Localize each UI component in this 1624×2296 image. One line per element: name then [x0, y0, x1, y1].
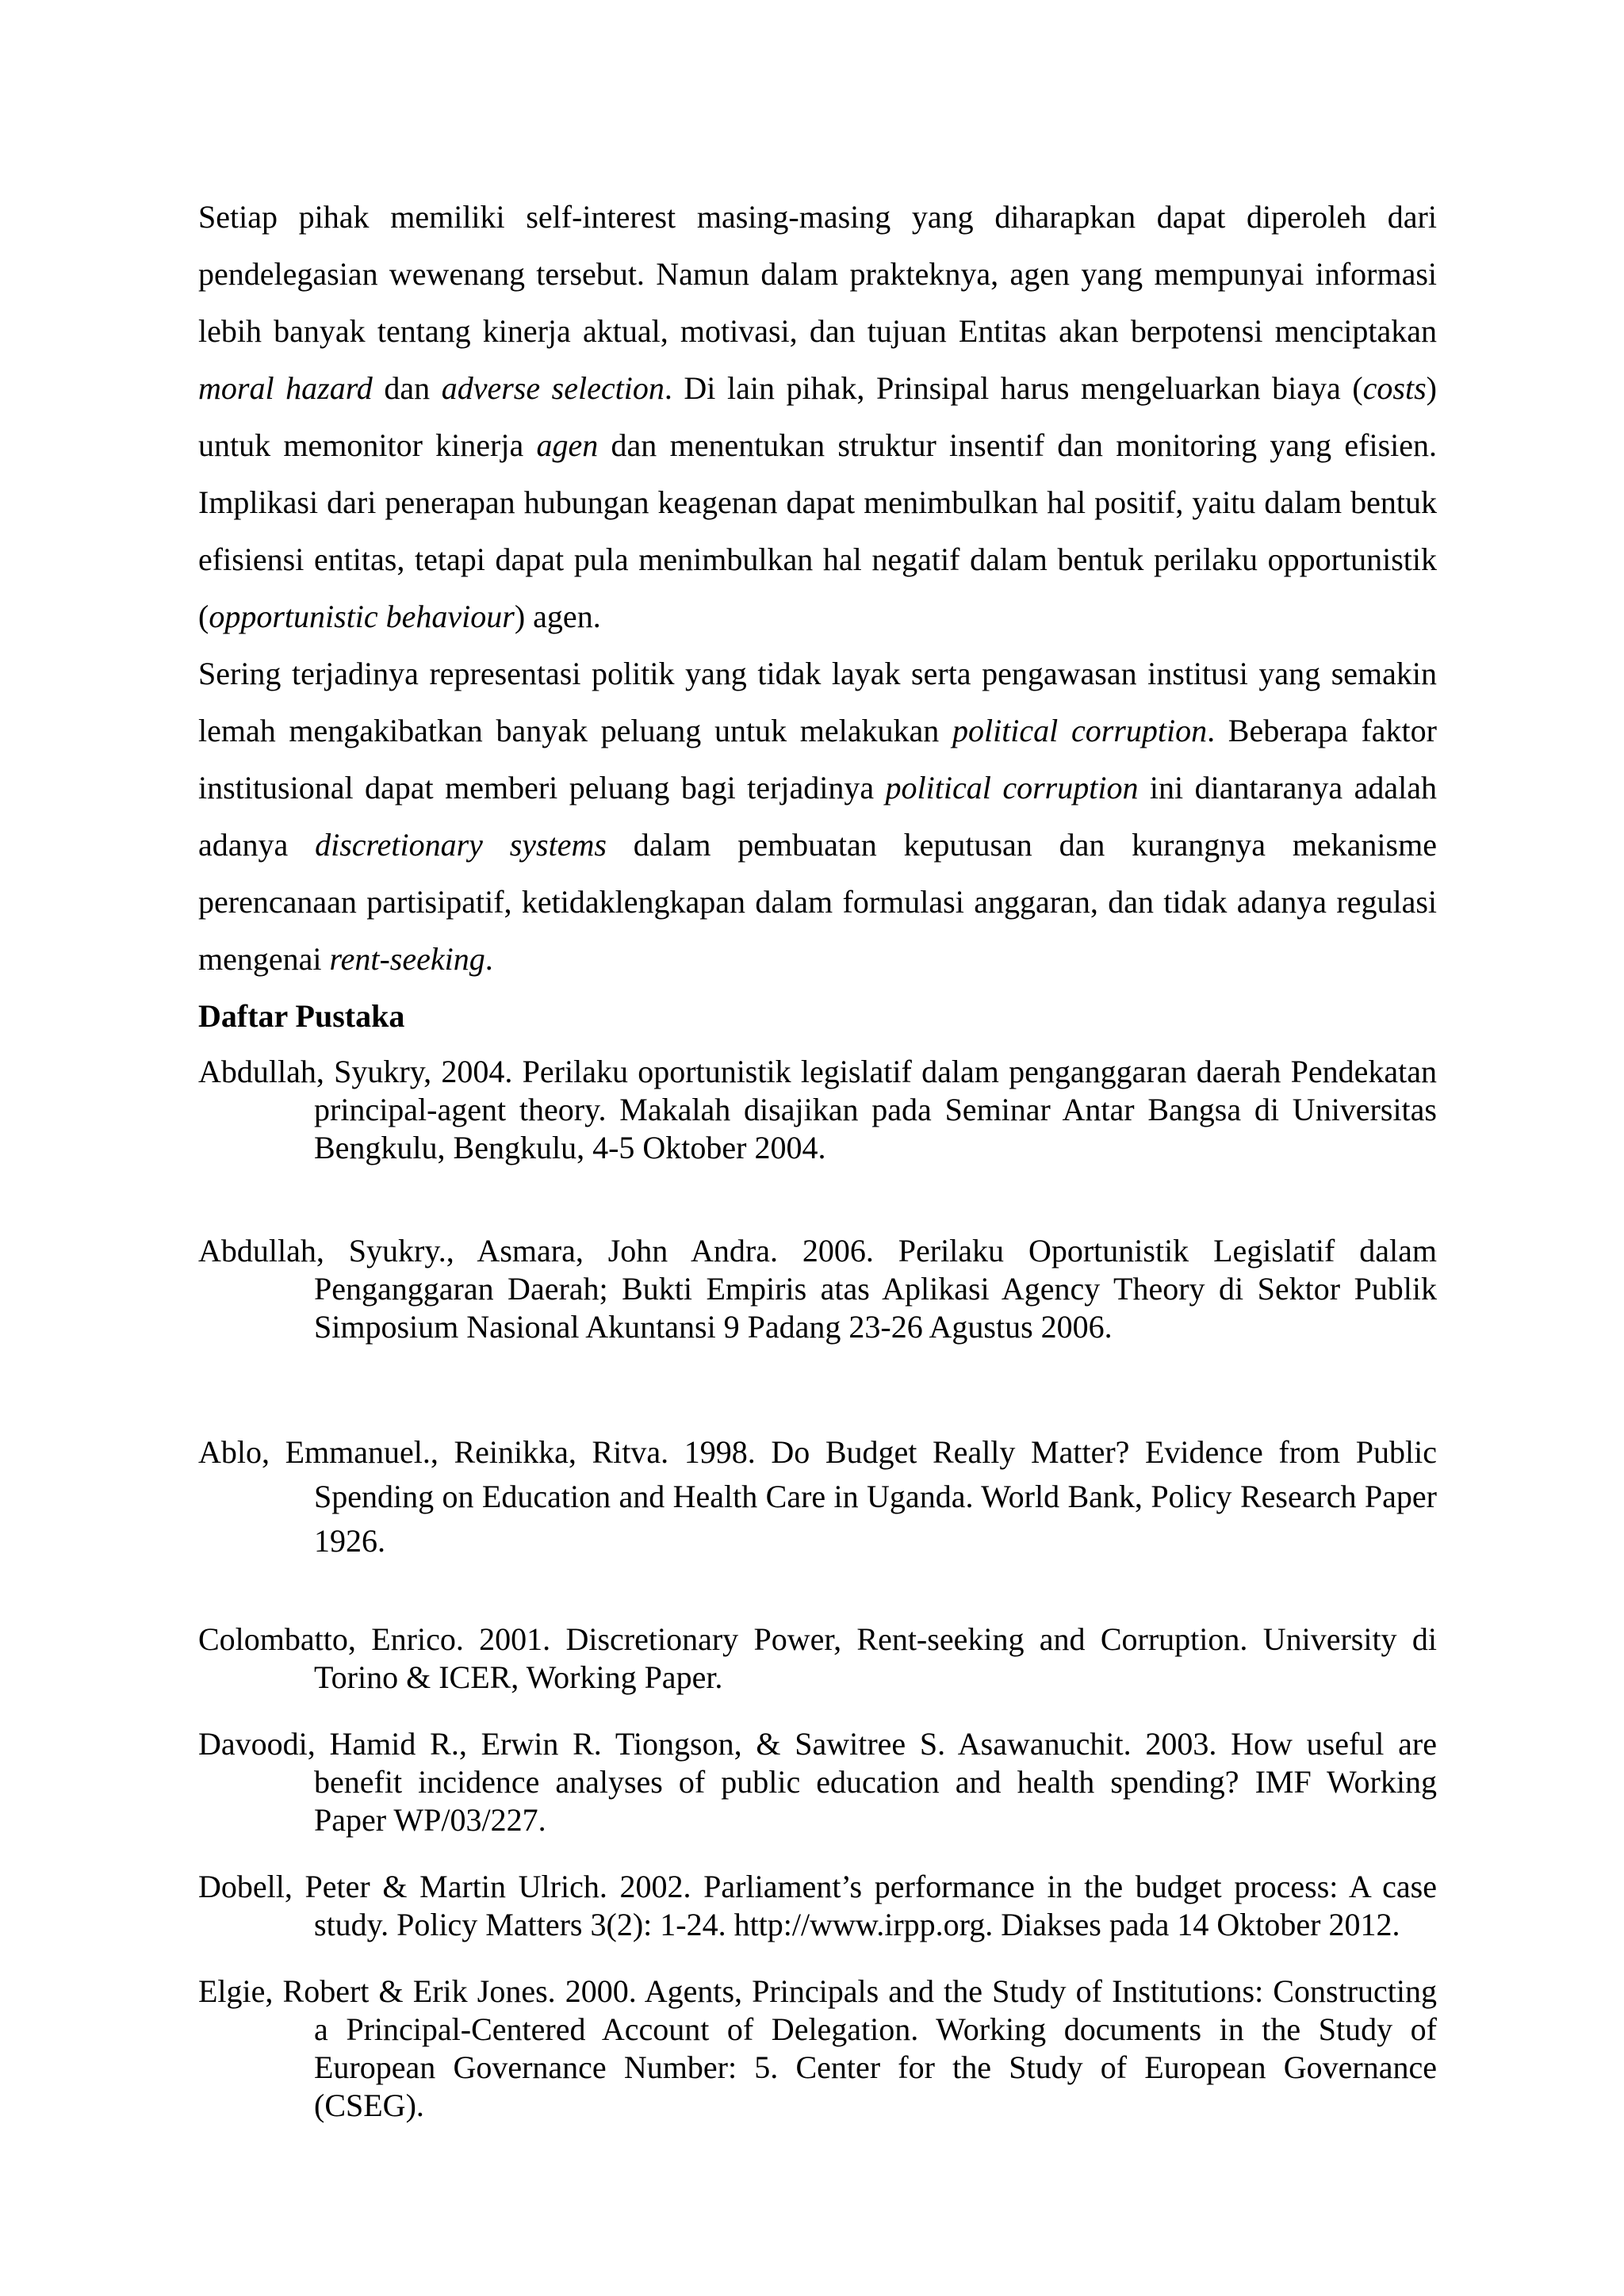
reference-item: Dobell, Peter & Martin Ulrich. 2002. Parliament’s performance in the budget process: A case study. Policy Matters 3(2): 1-24. http://www.irpp.org. Diakses pada 14 Oktober 2012. — [198, 1869, 1437, 1942]
reference-item: Colombatto, Enrico. 2001. Discretionary Power, Rent-seeking and Corruption. University di Torino & ICER, Working Paper. — [198, 1621, 1437, 1695]
body-paragraph-1: Setiap pihak memiliki self-interest masing-masing yang diharapkan dapat diperoleh dari pendelegasian wewenang tersebut. Namun dalam prakteknya, agen yang mempunyai informasi lebih banyak tentang kinerja aktual, motivasi, dan tujuan Entitas akan berpotensi menciptakan moral hazard dan adverse selection. Di lain pihak, Prinsipal harus mengeluarkan biaya (costs) untuk memonitor kinerja agen dan menentukan struktur insentif dan monitoring yang efisien. Implikasi dari penerapan hubungan keagenan dapat menimbulkan hal positif, yaitu dalam bentuk efisiensi entitas, tetapi dapat pula menimbulkan hal negatif dalam bentuk perilaku opportunistik (opportunistic behaviour) agen. — [198, 199, 1437, 634]
body-paragraph-2: Sering terjadinya representasi politik yang tidak layak serta pengawasan institusi yang semakin lemah mengakibatkan banyak peluang untuk melakukan political corruption. Beberapa faktor institusional dapat memberi peluang bagi terjadinya political corruption ini diantaranya adalah adanya discretionary systems dalam pembuatan keputusan dan kurangnya mekanisme perencanaan partisipatif, ketidaklengkapan dalam formulasi anggaran, dan tidak adanya regulasi mengenai rent-seeking. — [198, 656, 1438, 977]
references-heading: Daftar Pustaka — [198, 998, 405, 1034]
reference-item: Ablo, Emmanuel., Reinikka, Ritva. 1998. Do Budget Really Matter? Evidence from Public Spending on Education and Health Care in Uganda. World Bank, Policy Research Paper 1926. — [198, 1434, 1437, 1559]
reference-item: Elgie, Robert & Erik Jones. 2000. Agents, Principals and the Study of Institutions: Constructing a Principal-Centered Account of Delegation. Working documents in the Study of European Governance Number: 5. Center for the Study of European Governance (CSEG). — [198, 1973, 1437, 2123]
reference-item: Abdullah, Syukry., Asmara, John Andra. 2006. Perilaku Oportunistik Legislatif dalam Penganggaran Daerah; Bukti Empiris atas Aplikasi Agency Theory di Sektor Publik Simposium Nasional Akuntansi 9 Padang 23-26 Agustus 2006. — [198, 1233, 1437, 1345]
reference-item: Davoodi, Hamid R., Erwin R. Tiongson, & Sawitree S. Asawanuchit. 2003. How useful are benefit incidence analyses of public education and health spending? IMF Working Paper WP/03/227. — [198, 1726, 1437, 1838]
reference-item: Abdullah, Syukry, 2004. Perilaku oportunistik legislatif dalam penganggaran daerah Pendekatan principal-agent theory. Makalah disajikan pada Seminar Antar Bangsa di Universitas Bengkulu, Bengkulu, 4-5 Oktober 2004. — [198, 1054, 1437, 1165]
document-page — [198, 189, 1437, 2125]
